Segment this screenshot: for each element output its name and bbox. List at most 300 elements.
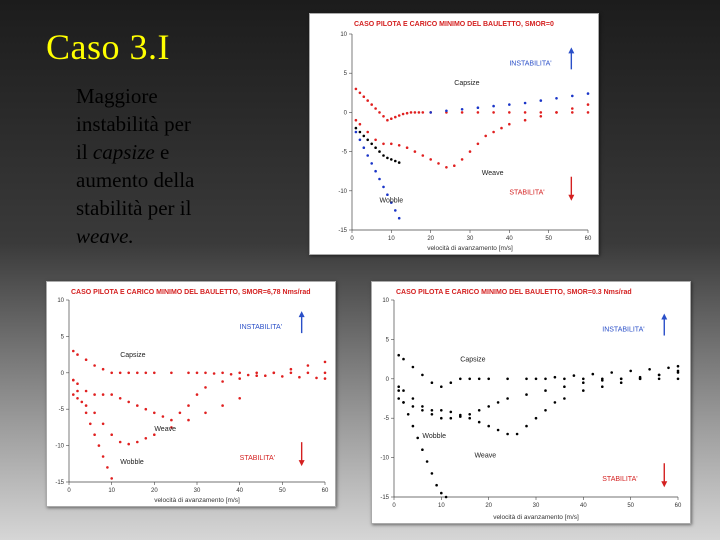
data-point-capsize: [355, 88, 358, 91]
data-point-wobble: [506, 397, 509, 400]
data-point-weave: [508, 123, 511, 126]
data-point-wobble-a: [359, 131, 362, 134]
data-point-wobble-a: [390, 158, 393, 161]
data-point-wobble-b: [378, 178, 381, 181]
data-point-weave: [540, 115, 543, 118]
data-point-capsize: [478, 378, 481, 381]
instability-label: INSTABILITA': [509, 60, 552, 68]
y-tick-label: -10: [55, 443, 64, 450]
data-point-wobble: [601, 379, 604, 382]
data-point-capsize: [414, 111, 417, 114]
data-point-capsize-ext: [571, 95, 574, 98]
data-point-wobble: [412, 405, 415, 408]
data-point-weave: [431, 409, 434, 412]
data-point-capsize: [421, 374, 424, 377]
data-point-wobble: [136, 441, 139, 444]
data-point-capsize: [386, 119, 389, 122]
data-point-weave: [145, 408, 148, 411]
x-axis-label: velocità di avanzamento [m/s]: [154, 497, 240, 504]
y-tick-label: -5: [383, 416, 389, 423]
data-point-capsize: [459, 378, 462, 381]
data-point-wobble: [72, 393, 75, 396]
data-point-wobble: [525, 393, 528, 396]
data-point-capsize: [394, 116, 397, 119]
data-point-weave: [500, 127, 503, 130]
data-point-weave: [255, 374, 258, 377]
data-point-capsize-ext: [629, 370, 632, 373]
data-point-wobble-b: [85, 412, 88, 415]
y-tick-label: -15: [380, 495, 389, 501]
data-point-wobble-b: [426, 460, 429, 463]
data-point-capsize: [102, 368, 105, 371]
data-point-weave: [422, 154, 425, 157]
x-tick-label: 60: [584, 236, 592, 242]
data-point-capsize: [359, 92, 362, 95]
data-point-capsize-ext: [524, 102, 527, 105]
data-point-capsize-ext: [315, 377, 318, 380]
data-point-weave: [524, 119, 527, 122]
data-point-capsize: [563, 378, 566, 381]
data-point-wobble: [639, 376, 642, 379]
data-point-capsize-ext: [508, 103, 511, 106]
chart-title: CASO PILOTA E CARICO MINIMO DEL BAULETTO, SMOR=0.3 Nms/rad: [396, 289, 632, 296]
data-point-wobble: [544, 389, 547, 392]
data-point-weave: [382, 143, 385, 146]
data-point-capsize: [363, 95, 366, 98]
data-point-capsize: [204, 372, 207, 375]
data-point-wobble-b: [407, 413, 410, 416]
stability-label: STABILITA': [509, 189, 545, 197]
data-point-wobble-b: [359, 139, 362, 142]
data-point-weave: [468, 417, 471, 420]
data-point-wobble: [497, 401, 500, 404]
data-point-capsize: [525, 378, 528, 381]
chart-svg-bottom-left: [47, 282, 335, 506]
data-point-wobble-b: [370, 162, 373, 165]
data-point-capsize: [382, 115, 385, 118]
data-point-capsize: [374, 107, 377, 110]
data-point-weave: [620, 381, 623, 384]
data-point-weave: [273, 372, 276, 375]
data-point-wobble-a: [366, 139, 369, 142]
data-point-capsize: [110, 372, 113, 375]
x-tick-label: 10: [387, 236, 395, 242]
stability-arrowhead-icon: [661, 481, 667, 487]
data-point-capsize: [145, 372, 148, 375]
data-point-wobble-b: [431, 472, 434, 475]
data-point-capsize-ext: [540, 99, 543, 102]
chart-title: CASO PILOTA E CARICO MINIMO DEL BAULETTO, SMOR=0: [354, 21, 554, 28]
data-point-weave: [196, 393, 199, 396]
data-point-wobble-b: [416, 437, 419, 440]
data-point-capsize-ext: [677, 365, 680, 368]
x-tick-label: 20: [485, 503, 493, 509]
y-tick-label: 5: [385, 337, 389, 344]
x-tick-label: 30: [466, 236, 474, 242]
x-tick-label: 10: [437, 503, 445, 509]
data-point-capsize: [402, 113, 405, 116]
data-point-capsize: [127, 372, 130, 375]
data-point-wobble-b: [106, 466, 109, 469]
body-line-3-c: e: [154, 140, 170, 164]
data-point-capsize: [477, 111, 480, 114]
data-point-wobble: [450, 417, 453, 420]
data-point-weave: [582, 389, 585, 392]
data-point-weave: [571, 107, 574, 110]
data-point-capsize-ext: [648, 368, 651, 371]
data-point-capsize: [431, 381, 434, 384]
y-tick-label: 10: [382, 298, 389, 304]
data-point-capsize: [324, 372, 327, 375]
data-point-weave: [414, 150, 417, 153]
data-point-weave: [93, 393, 96, 396]
y-tick-label: 5: [60, 334, 64, 341]
data-point-wobble: [119, 441, 122, 444]
data-point-wobble-b: [412, 425, 415, 428]
data-point-wobble-b: [72, 379, 75, 382]
data-point-weave: [221, 380, 224, 383]
data-point-weave: [366, 131, 369, 134]
x-tick-label: 40: [236, 488, 244, 494]
data-point-weave: [587, 103, 590, 106]
data-point-capsize: [412, 366, 415, 369]
data-point-capsize: [397, 354, 400, 357]
chart-svg-top: [310, 14, 598, 254]
data-point-wobble-a: [386, 157, 389, 160]
slide-title: Caso 3.I: [46, 27, 170, 67]
data-point-capsize-ext: [554, 376, 557, 379]
data-point-capsize-ext: [592, 373, 595, 376]
data-point-capsize-ext: [324, 377, 327, 380]
data-point-weave: [477, 143, 480, 146]
wobble-label: Wobble: [120, 458, 144, 466]
data-point-wobble-b: [98, 444, 101, 447]
y-tick-label: 0: [60, 370, 64, 377]
data-point-capsize-ext: [196, 372, 199, 375]
data-point-wobble: [487, 405, 490, 408]
data-point-weave: [127, 401, 130, 404]
data-point-weave: [374, 139, 377, 142]
data-point-capsize: [506, 378, 509, 381]
data-point-wobble-a: [378, 150, 381, 153]
data-point-wobble-a: [374, 146, 377, 149]
data-point-weave: [359, 123, 362, 126]
data-point-wobble-a: [398, 161, 401, 164]
data-point-wobble-b: [402, 401, 405, 404]
y-tick-label: 0: [343, 110, 347, 117]
data-point-capsize-ext: [535, 378, 538, 381]
data-point-capsize: [93, 364, 96, 367]
chart-title: CASO PILOTA E CARICO MINIMO DEL BAULETTO, SMOR=6,78 Nms/rad: [71, 289, 311, 296]
data-point-wobble-b: [102, 455, 105, 458]
instability-arrowhead-icon: [661, 314, 667, 320]
data-point-wobble: [238, 397, 241, 400]
data-point-weave: [478, 421, 481, 424]
data-point-capsize: [307, 372, 310, 375]
data-point-capsize-ext: [264, 374, 267, 377]
data-point-weave: [102, 393, 105, 396]
y-tick-label: -5: [58, 407, 64, 414]
data-point-weave: [162, 415, 165, 418]
data-point-wobble: [478, 409, 481, 412]
data-point-weave: [429, 158, 432, 161]
y-tick-label: -15: [55, 480, 64, 486]
data-point-wobble: [431, 413, 434, 416]
data-point-capsize: [658, 378, 661, 381]
capsize-label: Capsize: [460, 356, 486, 364]
body-line-3: [76, 138, 246, 166]
data-point-capsize-ext: [445, 110, 448, 113]
data-point-weave: [516, 433, 519, 436]
data-point-capsize: [153, 372, 156, 375]
capsize-term: capsize: [92, 140, 155, 164]
data-point-wobble-b: [93, 433, 96, 436]
y-tick-label: -10: [338, 188, 347, 195]
data-point-wobble-b: [445, 496, 448, 499]
x-tick-label: 50: [627, 503, 635, 509]
body-line-3-a: il: [76, 140, 93, 164]
data-point-wobble-a: [370, 143, 373, 146]
data-point-capsize: [366, 99, 369, 102]
data-point-capsize: [390, 117, 393, 120]
data-point-capsize-ext: [230, 373, 233, 376]
y-tick-label: 0: [385, 376, 389, 383]
wobble-label: Wobble: [379, 197, 404, 205]
chart-panel-smor-0: [309, 13, 599, 255]
data-point-capsize-ext: [555, 97, 558, 100]
data-point-weave: [525, 425, 528, 428]
data-point-capsize-ext: [461, 108, 464, 111]
data-point-wobble-b: [386, 193, 389, 196]
data-point-weave: [136, 404, 139, 407]
data-point-weave: [402, 389, 405, 392]
data-point-wobble-a: [355, 127, 358, 130]
x-axis-label: velocità di avanzamento [m/s]: [493, 514, 579, 521]
data-point-capsize-ext: [477, 106, 480, 109]
x-tick-label: 30: [193, 488, 201, 494]
instability-label: INSTABILITA': [602, 326, 645, 334]
data-point-weave: [324, 361, 327, 364]
x-tick-label: 50: [278, 488, 286, 494]
data-point-capsize: [544, 378, 547, 381]
data-point-weave: [179, 412, 182, 415]
y-tick-label: 10: [57, 298, 64, 304]
body-line-4: aumento della: [76, 168, 195, 192]
data-point-weave: [506, 433, 509, 436]
data-point-weave: [535, 417, 538, 420]
capsize-label: Capsize: [454, 79, 480, 87]
weave-label: Weave: [481, 170, 504, 178]
body-line-2: instabilità per: [76, 112, 191, 136]
data-point-capsize: [492, 111, 495, 114]
data-point-wobble: [421, 409, 424, 412]
data-point-wobble-b: [374, 170, 377, 173]
data-point-weave: [85, 390, 88, 393]
data-point-capsize-ext: [429, 111, 432, 114]
data-point-capsize: [582, 378, 585, 381]
data-point-capsize: [524, 111, 527, 114]
body-line-1: Maggiore: [76, 84, 158, 108]
data-point-weave: [554, 401, 557, 404]
data-point-wobble: [468, 413, 471, 416]
x-tick-label: 40: [579, 503, 587, 509]
y-tick-label: 10: [340, 32, 347, 38]
capsize-label: Capsize: [120, 351, 146, 359]
data-point-wobble: [153, 433, 156, 436]
data-point-capsize: [508, 111, 511, 114]
data-point-wobble: [145, 437, 148, 440]
x-tick-label: 0: [392, 503, 396, 509]
x-tick-label: 60: [674, 503, 682, 509]
data-point-capsize-ext: [247, 374, 250, 377]
stability-arrowhead-icon: [568, 195, 574, 201]
data-point-wobble: [110, 433, 113, 436]
data-point-wobble: [563, 385, 566, 388]
data-point-capsize-ext: [667, 367, 670, 370]
y-tick-label: -15: [338, 228, 347, 234]
data-point-wobble-b: [76, 390, 79, 393]
data-point-wobble: [620, 378, 623, 381]
data-point-weave: [469, 150, 472, 153]
data-point-weave: [76, 382, 79, 385]
data-point-capsize: [571, 111, 574, 114]
data-point-weave: [238, 377, 241, 380]
y-tick-label: -10: [380, 455, 389, 462]
instability-arrowhead-icon: [568, 47, 574, 53]
x-tick-label: 0: [67, 488, 71, 494]
data-point-weave: [487, 425, 490, 428]
data-point-wobble: [582, 381, 585, 384]
data-point-capsize: [370, 103, 373, 106]
data-point-weave: [153, 412, 156, 415]
stability-arrowhead-icon: [299, 460, 305, 466]
data-point-weave: [307, 364, 310, 367]
data-point-weave: [421, 405, 424, 408]
weave-label: Weave: [154, 426, 177, 434]
data-point-capsize: [85, 358, 88, 361]
stability-label: STABILITA': [602, 476, 638, 484]
data-point-capsize: [440, 385, 443, 388]
x-tick-label: 0: [350, 236, 354, 242]
x-tick-label: 20: [150, 488, 158, 494]
data-point-wobble-b: [398, 217, 401, 220]
data-point-weave: [484, 135, 487, 138]
data-point-capsize: [238, 372, 241, 375]
data-point-capsize: [468, 378, 471, 381]
data-point-weave: [544, 409, 547, 412]
data-point-wobble-a: [363, 135, 366, 138]
data-point-wobble-b: [394, 209, 397, 212]
data-point-wobble-b: [397, 389, 400, 392]
data-point-weave: [204, 386, 207, 389]
slide-body-text: [76, 82, 246, 250]
data-point-weave: [398, 144, 401, 147]
data-point-weave: [119, 397, 122, 400]
data-point-wobble: [187, 419, 190, 422]
data-point-capsize: [677, 378, 680, 381]
data-point-weave: [440, 409, 443, 412]
data-point-wobble: [459, 415, 462, 418]
data-point-wobble-b: [421, 448, 424, 451]
data-point-weave: [450, 411, 453, 414]
data-point-weave: [601, 385, 604, 388]
data-point-capsize: [119, 372, 122, 375]
body-line-5: stabilità per il: [76, 196, 192, 220]
data-point-capsize-ext: [281, 375, 284, 378]
data-point-weave: [453, 164, 456, 167]
y-tick-label: -5: [341, 149, 347, 156]
data-point-capsize: [418, 111, 421, 114]
data-point-weave: [355, 119, 358, 122]
data-point-capsize: [187, 372, 190, 375]
x-tick-label: 20: [427, 236, 435, 242]
data-point-capsize: [136, 372, 139, 375]
data-point-weave: [437, 162, 440, 165]
wobble-label: Wobble: [422, 432, 447, 440]
data-point-wobble-b: [89, 423, 92, 426]
x-tick-label: 10: [108, 488, 116, 494]
data-point-wobble-b: [81, 401, 84, 404]
data-point-capsize: [290, 372, 293, 375]
data-point-capsize-ext: [573, 374, 576, 377]
data-point-wobble-a: [382, 154, 385, 157]
data-point-capsize: [406, 112, 409, 115]
data-point-capsize: [461, 111, 464, 114]
data-point-wobble-b: [382, 186, 385, 189]
data-point-wobble: [76, 397, 79, 400]
data-point-wobble: [85, 404, 88, 407]
chart-panel-smor-6-78: [46, 281, 336, 507]
data-point-capsize: [587, 111, 590, 114]
data-point-weave: [170, 419, 173, 422]
instability-label: INSTABILITA': [239, 324, 282, 332]
data-point-wobble: [93, 412, 96, 415]
data-point-wobble-b: [440, 492, 443, 495]
data-point-capsize: [422, 111, 425, 114]
data-point-wobble: [102, 423, 105, 426]
data-point-wobble-b: [435, 484, 438, 487]
weave-label: Weave: [474, 452, 497, 460]
data-point-wobble: [677, 371, 680, 374]
data-point-weave: [555, 111, 558, 114]
data-point-capsize: [72, 350, 75, 353]
data-point-wobble-b: [110, 477, 113, 480]
data-point-capsize: [170, 372, 173, 375]
data-point-weave: [445, 166, 448, 169]
data-point-wobble: [221, 404, 224, 407]
data-point-wobble: [204, 412, 207, 415]
chart-panel-smor-0-3: [371, 281, 691, 524]
data-point-wobble: [127, 443, 130, 446]
data-point-weave: [187, 404, 190, 407]
stability-label: STABILITA': [239, 455, 275, 463]
data-point-weave: [492, 131, 495, 134]
instability-arrowhead-icon: [299, 311, 305, 317]
data-point-capsize: [221, 372, 224, 375]
data-point-wobble: [440, 417, 443, 420]
data-point-weave: [497, 429, 500, 432]
data-point-capsize: [398, 114, 401, 117]
data-point-weave: [406, 146, 409, 149]
x-tick-label: 30: [532, 503, 540, 509]
data-point-weave: [563, 397, 566, 400]
data-point-wobble-b: [363, 146, 366, 149]
data-point-weave: [390, 143, 393, 146]
x-tick-label: 50: [545, 236, 553, 242]
data-point-weave: [412, 397, 415, 400]
data-point-wobble: [658, 374, 661, 377]
data-point-capsize: [402, 358, 405, 361]
